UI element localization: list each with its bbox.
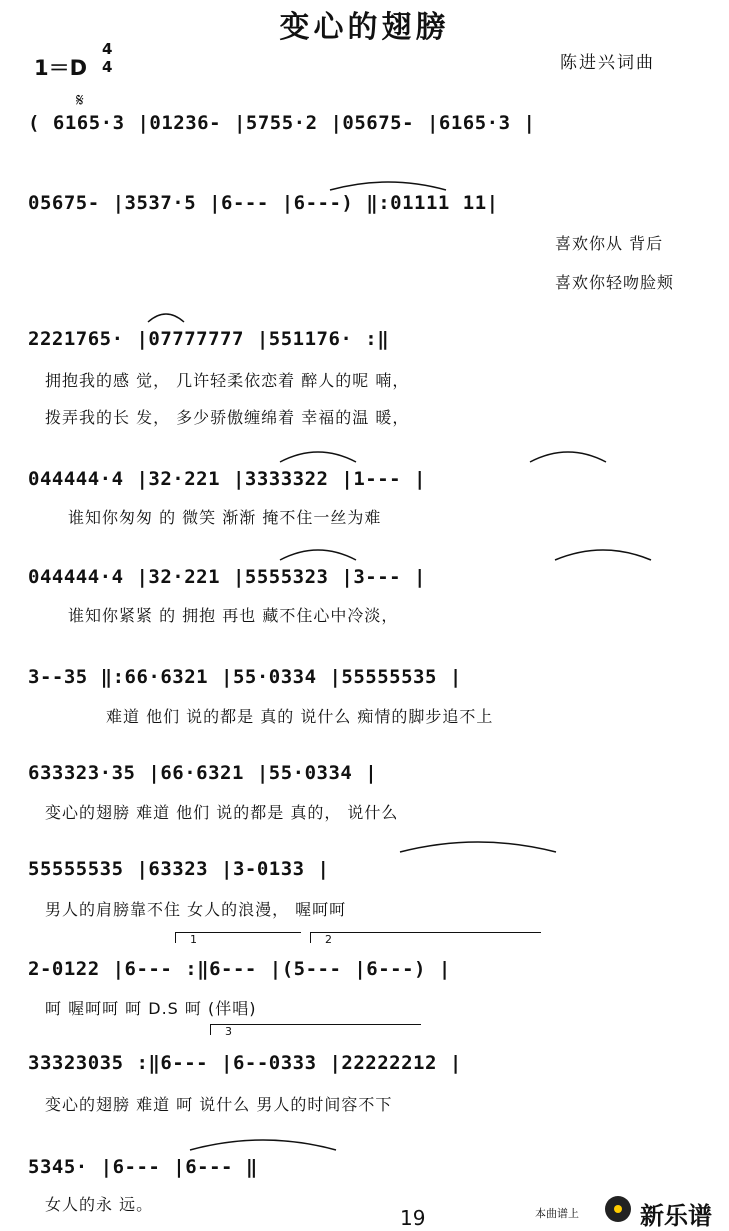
notes-row-9: 2-0122 |6--- :‖6--- |(5--- |6---) |: [28, 958, 451, 980]
staff-row-1: [28, 106, 708, 146]
notes-row-11: 5345· |6--- |6--- ‖: [28, 1156, 258, 1178]
staff-row-7: [28, 756, 708, 796]
notes-row-6: 3--35 ‖:66·6321 |55·0334 |55555535 |: [28, 666, 462, 688]
lyrics-row-9: 呵 喔呵呵 呵 D.S 呵 (伴唱): [45, 999, 257, 1018]
staff-row-6: [28, 660, 708, 700]
song-title: 变心的翅膀: [279, 10, 450, 45]
notes-row-2: 05675- |3537·5 |6--- |6---) ‖:01111 11|: [28, 192, 499, 214]
volta-3: [210, 1024, 421, 1038]
notes-row-7: 633323·35 |66·6321 |55·0334 |: [28, 762, 378, 784]
time-signature-bottom: 4: [102, 58, 113, 76]
staff-row-3: [28, 322, 708, 362]
staff-row-11: [28, 1150, 708, 1190]
staff-row-8: [28, 852, 708, 892]
staff-row-4: [28, 462, 708, 502]
tie-arc: [278, 546, 358, 562]
tie-arc: [553, 546, 653, 562]
volta-2-label: 2: [325, 933, 332, 946]
vinyl-record-icon: [605, 1196, 631, 1222]
notes-row-1: ( 6165·3 |01236- |5755·2 |05675- |6165·3 |: [28, 112, 536, 134]
lyrics-row-8: 男人的肩膀靠不住 女人的浪漫， 喔呵呵: [45, 900, 347, 919]
tie-arc: [398, 838, 558, 854]
notes-row-4: 044444·4 |32·221 |3333322 |1--- |: [28, 468, 426, 490]
notes-row-10: 33323035 :‖6--- |6--0333 |22222212 |: [28, 1052, 462, 1074]
brand-logo-text: 新乐谱: [640, 1202, 712, 1230]
notes-row-3: 2221765· |07777777 |551176· :‖: [28, 328, 390, 350]
lyrics-row-4: 谁知你匆匆 的 微笑 渐渐 掩不住一丝为难: [68, 508, 382, 527]
volta-3-label: 3: [225, 1025, 232, 1038]
lyrics-row-5: 谁知你紧紧 的 拥抱 再也 藏不住心中冷淡，: [68, 606, 399, 625]
tie-arc: [188, 1136, 338, 1152]
tie-arc: [328, 178, 448, 192]
segno-sign: 𝄋: [76, 90, 84, 111]
staff-row-10: [28, 1046, 708, 1086]
lyrics-row-2-verse-2: 喜欢你轻吻脸颊: [555, 273, 675, 292]
staff-row-5: [28, 560, 708, 600]
notes-row-5: 044444·4 |32·221 |5555323 |3--- |: [28, 566, 426, 588]
notes-row-8: 55555535 |63323 |3-0133 |: [28, 858, 330, 880]
tie-arc: [278, 448, 358, 464]
tie-arc: [146, 310, 186, 324]
staff-row-9: [28, 952, 708, 992]
volta-1: [175, 932, 301, 946]
author-credit: 陈进兴词曲: [560, 53, 655, 73]
lyrics-row-3-verse-2: 拨弄我的长 发， 多少骄傲缠绵着 幸福的温 暖，: [45, 408, 410, 427]
lyrics-row-6: 难道 他们 说的都是 真的 说什么 痴情的脚步追不上: [106, 707, 494, 726]
lyrics-row-7: 变心的翅膀 难道 他们 说的都是 真的， 说什么: [45, 803, 399, 822]
brand-note: 本曲谱上: [535, 1207, 579, 1220]
tie-arc: [528, 448, 608, 464]
volta-2: [310, 932, 541, 946]
staff-row-2: [28, 186, 708, 226]
key-signature: 1＝D: [34, 56, 88, 80]
page-number: 19: [400, 1206, 426, 1230]
lyrics-row-2-verse-1: 喜欢你从 背后: [555, 234, 664, 253]
volta-1-label: 1: [190, 933, 197, 946]
lyrics-row-11: 女人的永 远。: [45, 1195, 154, 1214]
time-signature-top: 4: [102, 40, 113, 58]
lyrics-row-3-verse-1: 拥抱我的感 觉， 几许轻柔依恋着 醉人的呢 喃，: [45, 371, 410, 390]
time-signature: [102, 40, 112, 76]
lyrics-row-10: 变心的翅膀 难道 呵 说什么 男人的时间容不下: [45, 1095, 393, 1114]
